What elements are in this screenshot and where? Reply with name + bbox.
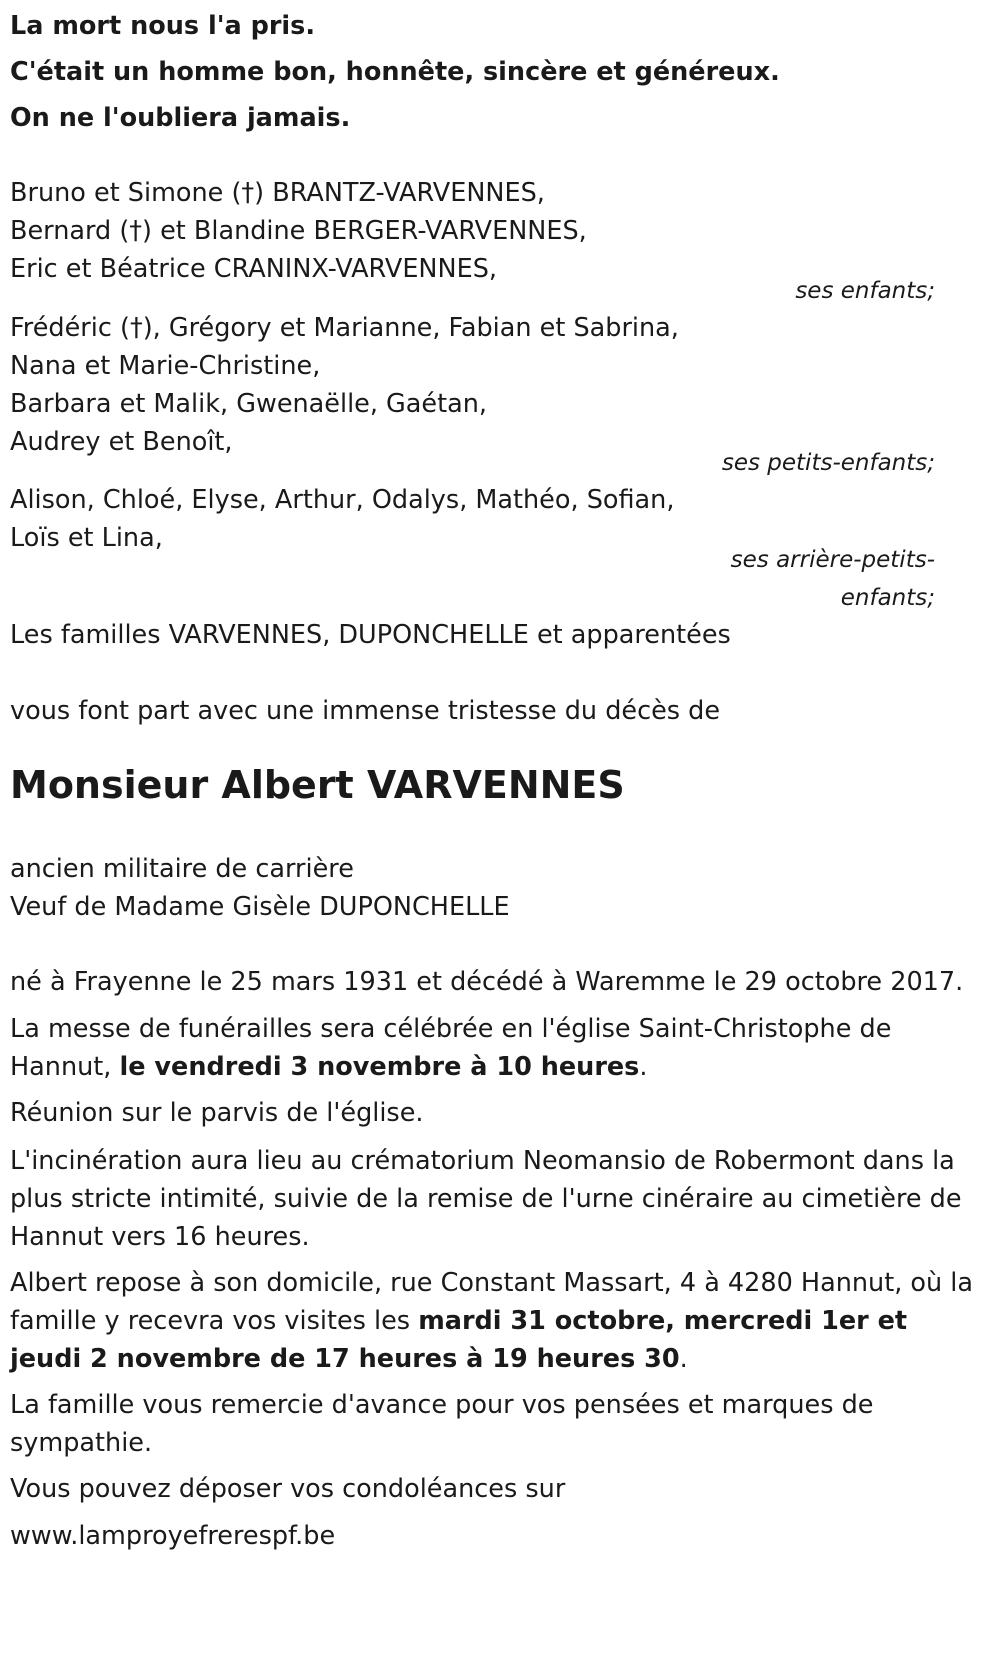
grandchildren-name: Nana et Marie-Christine, <box>10 351 321 381</box>
great-grandchildren-name: Alison, Chloé, Elyse, Arthur, Odalys, Mathéo, Sofian, <box>10 485 675 515</box>
children-label: ses enfants; <box>795 278 935 304</box>
visits-end: . <box>679 1344 688 1374</box>
visits-dates: mardi 31 octobre, mercredi 1er et jeudi 2 novembre de 17 heures à 19 heures 30 <box>10 1306 908 1374</box>
intro-line-2: C'était un homme bon, honnête, sincère et généreux. <box>10 57 780 87</box>
cremation-paragraph: L'incinération aura lieu au crématorium Neomansio de Robermont dans la plus stricte intimité, suivie de la remise de l'urne cinéraire au cimetière de Hannut vers 16 heures. <box>10 1146 962 1252</box>
great-grandchildren-name: Loïs et Lina, <box>10 523 163 553</box>
children-name: Bernard (†) et Blandine BERGER-VARVENNES, <box>10 216 587 246</box>
announcement-line: vous font part avec une immense tristesse du décès de <box>10 696 721 726</box>
families-line: Les familles VARVENNES, DUPONCHELLE et apparentées <box>10 620 731 650</box>
grandchildren-name: Barbara et Malik, Gwenaëlle, Gaétan, <box>10 389 488 419</box>
funeral-date: le vendredi 3 novembre à 10 heures <box>119 1052 640 1082</box>
great-grandchildren-label-1: ses arrière-petits- <box>730 547 935 573</box>
children-name: Bruno et Simone (†) BRANTZ-VARVENNES, <box>10 178 545 208</box>
grandchildren-name: Audrey et Benoît, <box>10 427 233 457</box>
funeral-end: . <box>639 1052 648 1082</box>
visits-text: Albert repose à son domicile, rue Constant Massart, 4 à 4280 Hannut, où la famille y recevra vos visites les <box>10 1268 973 1336</box>
meeting-paragraph: Réunion sur le parvis de l'église. <box>10 1098 424 1128</box>
thanks-paragraph: La famille vous remercie d'avance pour vos pensées et marques de sympathie. <box>10 1390 874 1458</box>
birth-death-line: né à Frayenne le 25 mars 1931 et décédé à Waremme le 29 octobre 2017. <box>10 967 964 997</box>
condolences-line: Vous pouvez déposer vos condoléances sur <box>10 1474 566 1504</box>
funeral-text: La messe de funérailles sera célébrée en l'église Saint-Christophe de Hannut, <box>10 1014 892 1082</box>
funeral-paragraph <box>10 1010 985 1086</box>
children-name: Eric et Béatrice CRANINX-VARVENNES, <box>10 254 497 284</box>
great-grandchildren-label-2: enfants; <box>840 585 935 611</box>
grandchildren-label: ses petits-enfants; <box>721 450 935 476</box>
intro-line-1: La mort nous l'a pris. <box>10 11 316 41</box>
condolences-website[interactable]: www.lamproyefrerespf.be <box>10 1521 336 1551</box>
intro-line-3: On ne l'oubliera jamais. <box>10 103 351 133</box>
widower-line: Veuf de Madame Gisèle DUPONCHELLE <box>10 892 510 922</box>
visits-paragraph <box>10 1264 985 1378</box>
grandchildren-name: Frédéric (†), Grégory et Marianne, Fabian et Sabrina, <box>10 313 679 343</box>
occupation-line: ancien militaire de carrière <box>10 854 354 884</box>
deceased-name: Monsieur Albert VARVENNES <box>10 763 625 807</box>
